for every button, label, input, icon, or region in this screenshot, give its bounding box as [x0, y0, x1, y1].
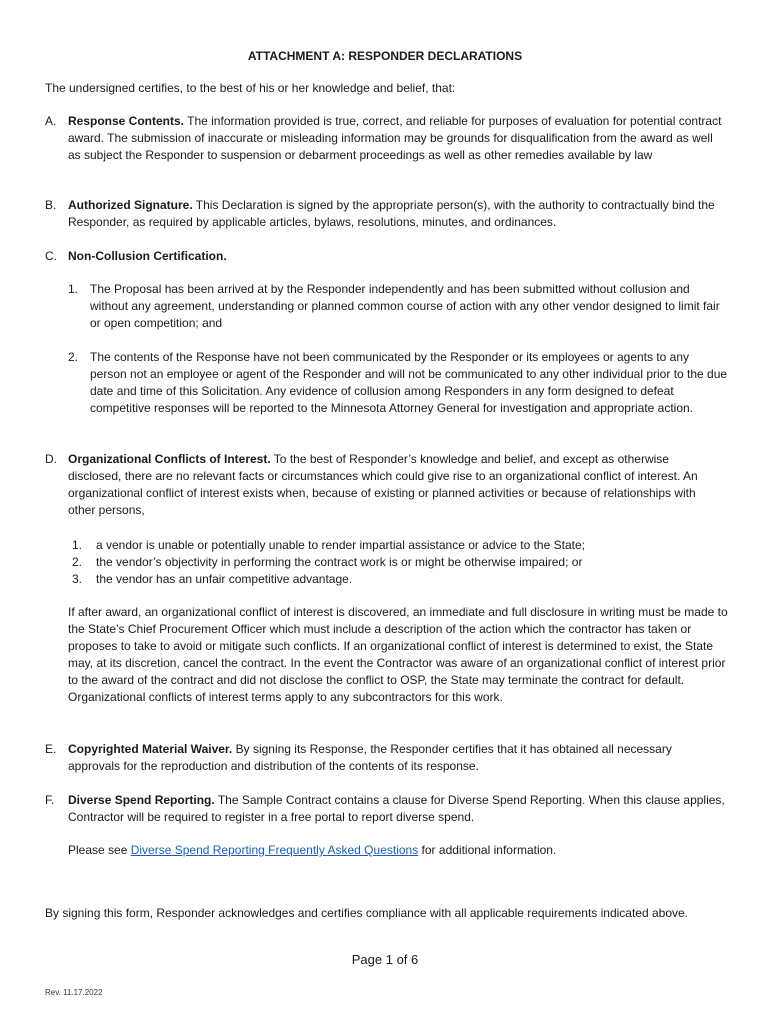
section-d-list-number: 1. — [72, 538, 83, 552]
section-e-heading: Copyrighted Material Waiver. — [68, 742, 233, 756]
section-c-item-text: The Proposal has been arrived at by the Responder independently and has been submitted without collusion and without any agreement, understanding or planned common course of action with any other vendor designed to limit fair or open competition; and — [90, 282, 720, 330]
section-a-letter: A. — [45, 114, 57, 128]
see-suffix: for additional information. — [418, 843, 557, 857]
section-c-item-text: The contents of the Response have not been communicated by the Responder or its employees or agents to any person not an employee or agent of the Responder and will not be communicated to any other individual prior to the due date and time of this Solicitation. Any evidence of collusion among Responders in any form designed to defeat competitive responses will be reported to the Minnesota Attorney General for investigation and appropriate action. — [90, 350, 728, 415]
section-d-paragraph: If after award, an organizational conflict of interest is discovered, an immediate and full disclosure in writing must be made to the State’s Chief Procurement Officer which must include a description of the action which the contractor has taken or proposes to take to avoid or mitigate such conflicts. If an organizational conflict of interest is determined to exist, the State may, at its discretion, cancel the contract. In the event the Contractor was aware of an organizational conflict of interest prior to the award of the contract and did not disclose the conflict to OSP, the State may terminate the contract for default. Organizational conflicts of interest terms apply to any subcontractors for this work. — [68, 605, 728, 704]
section-b-letter: B. — [45, 198, 57, 212]
section-f-letter: F. — [45, 793, 55, 807]
section-c-item — [68, 349, 728, 417]
section-c — [45, 248, 725, 265]
section-e-letter: E. — [45, 742, 57, 756]
section-d-list-number: 2. — [72, 555, 83, 569]
section-b — [45, 197, 725, 231]
diverse-spend-faq-link[interactable]: Diverse Spend Reporting Frequently Asked Questions — [130, 843, 419, 857]
section-d-list-text: the vendor has an unfair competitive advantage. — [96, 572, 353, 586]
section-d-list-item — [72, 554, 712, 571]
section-d — [45, 451, 725, 519]
section-d-list-item — [72, 537, 712, 554]
section-d-list-item — [72, 571, 712, 588]
section-d-list-text: the vendor’s objectivity in performing the contract work is or might be otherwise impaired; or — [96, 555, 583, 569]
section-e-text: By signing its Response, the Responder certifies that it has obtained all necessary approvals for the reproduction and distribution of the contents of its response. — [68, 742, 672, 773]
section-a-text: The information provided is true, correct, and reliable for purposes of evaluation for potential contract award. The submission of inaccurate or misleading information may be grounds for disqualification from the award as well as subject the Responder to suspension or debarment proceedings as well as other remedies available by law — [68, 114, 722, 162]
section-a — [45, 113, 725, 164]
see-prefix: Please see — [68, 843, 131, 857]
page-title: ATTACHMENT A: RESPONDER DECLARATIONS — [247, 49, 523, 63]
section-b-text: This Declaration is signed by the appropriate person(s), with the authority to contractually bind the Responder, as required by applicable articles, bylaws, resolutions, minutes, and ordinances. — [68, 198, 715, 229]
section-c-heading: Non-Collusion Certification. — [68, 249, 227, 263]
section-b-heading: Authorized Signature. — [68, 198, 193, 212]
section-f-heading: Diverse Spend Reporting. — [68, 793, 215, 807]
section-a-heading: Response Contents. — [68, 114, 185, 128]
page-number: Page 1 of 6 — [351, 952, 419, 967]
section-c-item-number: 1. — [68, 282, 79, 296]
section-f-see-line — [68, 842, 728, 859]
section-d-text: To the best of Responder’s knowledge and belief, and except as otherwise disclosed, there are no relevant facts or circumstances which could give rise to an organizational conflict of interest. An organizational conflict of interest exists when, because of existing or planned activities or because of relationships with other persons, — [68, 452, 698, 517]
intro-text: The undersigned certifies, to the best of his or her knowledge and belief, that: — [45, 81, 456, 95]
section-d-letter: D. — [45, 452, 57, 466]
section-f-text: The Sample Contract contains a clause for Diverse Spend Reporting. When this clause applies, Contractor will be required to register in a free portal to report diverse spend. — [68, 793, 725, 824]
section-d-heading: Organizational Conflicts of Interest. — [68, 452, 271, 466]
section-f — [45, 792, 725, 826]
section-d-list-text: a vendor is unable or potentially unable to render impartial assistance or advice to the State; — [96, 538, 585, 552]
section-d-list-number: 3. — [72, 572, 83, 586]
closing-statement: By signing this form, Responder acknowledges and certifies compliance with all applicable requirements indicated above. — [45, 906, 689, 920]
section-e — [45, 741, 725, 775]
section-c-letter: C. — [45, 249, 57, 263]
section-c-item-number: 2. — [68, 350, 79, 364]
revision-date: Rev. 11.17.2022 — [45, 988, 103, 997]
section-c-item — [68, 281, 728, 332]
